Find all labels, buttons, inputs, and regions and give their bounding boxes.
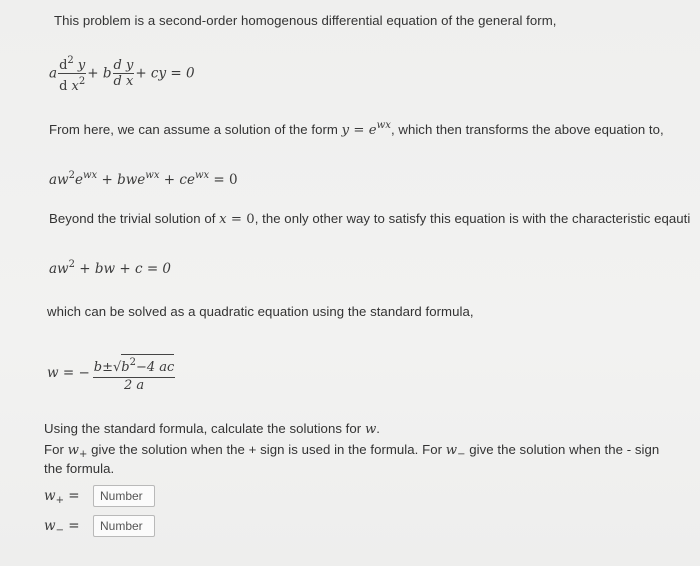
instructions-line-1: Using the standard formula, calculate the solutions for w. (44, 421, 380, 437)
transformed-equation: $aw^2e^{wx} + bwe^{wx} + ce^{wx} = 0$ (49, 170, 238, 188)
formula-lhs: w (47, 365, 59, 382)
second-derivative-fraction: $\frac{d^2 y}{d x^2}$ (59, 55, 86, 94)
characteristic-equation: $aw^2$ + bw + c = 0 (49, 259, 172, 277)
wminus-input[interactable] (93, 515, 155, 537)
wplus-label: $w_+$ = (44, 488, 80, 506)
sqrt-radicand: $b^2-4$ ac (121, 354, 174, 375)
plus-b: + b (87, 65, 112, 82)
sqrt-symbol: √ (113, 360, 122, 375)
general-form-equation (49, 54, 195, 94)
wminus-label: $w_-$ = (44, 518, 80, 536)
first-derivative-fraction: $\frac{\text{d y}}{\text{d x}}$ (113, 58, 134, 89)
instructions-line-2: For $w_+$ give the solution when the + sign is used in the formula. For $w_-$ give the solution when the - sign (44, 442, 660, 460)
wplus-input[interactable] (93, 485, 155, 507)
quadratic-formula: w = − $\frac{b\pm√b^2-4 ac}{2 a}$ (47, 354, 176, 393)
intro-text: This problem is a second-order homogenous differential equation of the general form, (54, 13, 557, 28)
formula-fraction: $\frac{b\pm√b^2-4 ac}{2 a}$ (93, 354, 176, 393)
instructions-line-3: the formula. (44, 461, 115, 476)
quadratic-text: which can be solved as a quadratic equation using the standard formula, (47, 304, 474, 319)
assume-solution-text: From here, we can assume a solution of the form $y = e^{wx}$, which then transforms the above equation to, (49, 120, 664, 138)
beyond-trivial-text: Beyond the trivial solution of x = 0, the only other way to satisfy this equation is with the characteristic eqauti (49, 211, 691, 227)
coef-a: a (49, 65, 58, 82)
general-form-rest: + cy = 0 (135, 65, 195, 82)
